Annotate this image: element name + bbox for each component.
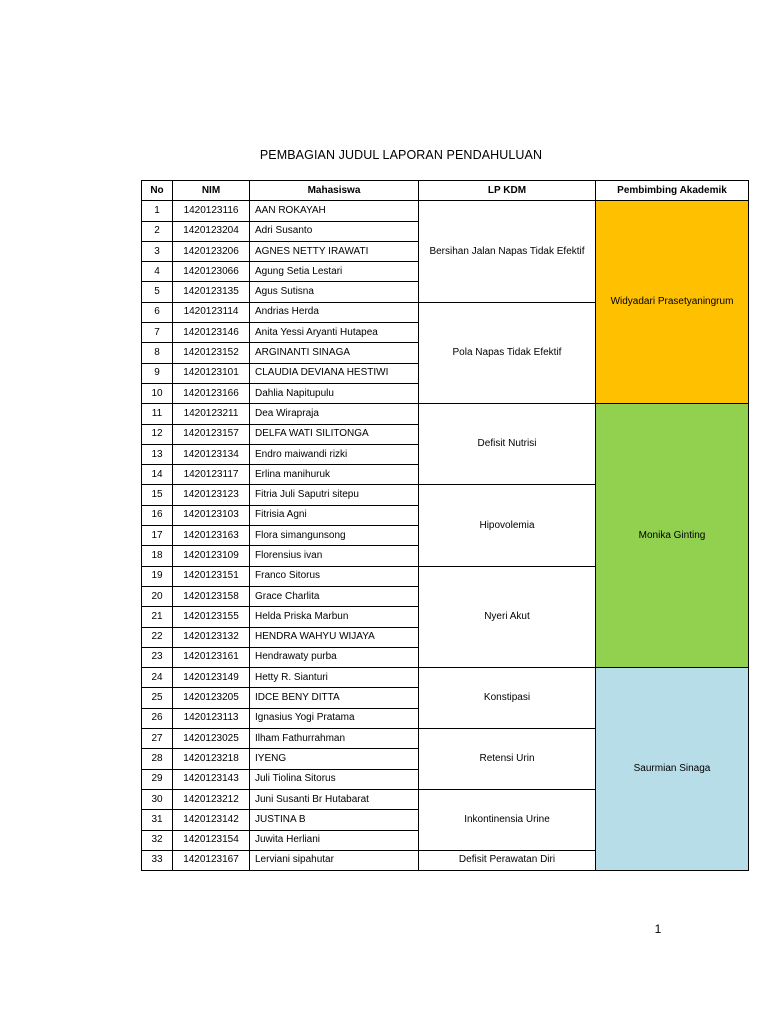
row-student-name: Lerviani sipahutar [250,850,419,870]
row-no: 20 [142,586,173,606]
row-nim: 1420123142 [173,810,250,830]
header-student: Mahasiswa [250,181,419,201]
row-nim: 1420123212 [173,789,250,809]
row-student-name: Erlina manihuruk [250,465,419,485]
row-student-name: AAN ROKAYAH [250,201,419,221]
row-student-name: Fitrisia Agni [250,505,419,525]
row-nim: 1420123149 [173,668,250,688]
row-nim: 1420123205 [173,688,250,708]
row-no: 17 [142,526,173,546]
topic-cell: Konstipasi [419,668,596,729]
row-no: 3 [142,241,173,261]
header-topic: LP KDM [419,181,596,201]
row-student-name: Ilham Fathurrahman [250,729,419,749]
header-nim: NIM [173,181,250,201]
row-nim: 1420123154 [173,830,250,850]
row-nim: 1420123152 [173,343,250,363]
row-nim: 1420123103 [173,505,250,525]
row-no: 28 [142,749,173,769]
row-no: 23 [142,647,173,667]
row-student-name: Helda Priska Marbun [250,607,419,627]
row-nim: 1420123132 [173,627,250,647]
assignment-table [141,180,749,871]
row-student-name: Juwita Herliani [250,830,419,850]
row-no: 26 [142,708,173,728]
row-nim: 1420123151 [173,566,250,586]
row-nim: 1420123113 [173,708,250,728]
page-title: PEMBAGIAN JUDUL LAPORAN PENDAHULUAN [259,148,543,162]
row-student-name: Hendrawaty purba [250,647,419,667]
row-nim: 1420123167 [173,850,250,870]
row-student-name: Fitria Juli Saputri sitepu [250,485,419,505]
row-nim: 1420123163 [173,526,250,546]
row-no: 33 [142,850,173,870]
row-student-name: Florensius ivan [250,546,419,566]
row-no: 24 [142,668,173,688]
row-no: 5 [142,282,173,302]
row-no: 25 [142,688,173,708]
row-student-name: IYENG [250,749,419,769]
row-no: 32 [142,830,173,850]
row-student-name: Andrias Herda [250,302,419,322]
row-nim: 1420123025 [173,729,250,749]
row-no: 6 [142,302,173,322]
row-nim: 1420123101 [173,363,250,383]
row-no: 12 [142,424,173,444]
row-student-name: JUSTINA B [250,810,419,830]
page-number: 1 [654,922,662,936]
row-no: 31 [142,810,173,830]
table-row [142,201,749,221]
advisor-cell: Widyadari Prasetyaningrum [596,201,749,404]
row-nim: 1420123134 [173,444,250,464]
topic-cell: Defisit Nutrisi [419,404,596,485]
row-no: 19 [142,566,173,586]
row-nim: 1420123109 [173,546,250,566]
row-nim: 1420123158 [173,586,250,606]
row-nim: 1420123135 [173,282,250,302]
row-student-name: AGNES NETTY IRAWATI [250,241,419,261]
row-nim: 1420123161 [173,647,250,667]
topic-cell: Defisit Perawatan Diri [419,850,596,870]
topic-cell: Pola Napas Tidak Efektif [419,302,596,403]
row-no: 29 [142,769,173,789]
row-no: 13 [142,444,173,464]
row-no: 16 [142,505,173,525]
row-no: 18 [142,546,173,566]
advisor-cell: Saurmian Sinaga [596,668,749,871]
row-no: 21 [142,607,173,627]
row-no: 15 [142,485,173,505]
row-nim: 1420123116 [173,201,250,221]
row-no: 14 [142,465,173,485]
row-no: 11 [142,404,173,424]
row-student-name: Hetty R. Sianturi [250,668,419,688]
row-nim: 1420123206 [173,241,250,261]
row-student-name: Franco Sitorus [250,566,419,586]
row-no: 22 [142,627,173,647]
row-nim: 1420123204 [173,221,250,241]
row-no: 4 [142,262,173,282]
row-student-name: Dea Wirapraja [250,404,419,424]
row-nim: 1420123117 [173,465,250,485]
row-nim: 1420123211 [173,404,250,424]
row-student-name: Juni Susanti Br Hutabarat [250,789,419,809]
table-row [142,668,749,688]
row-student-name: Grace Charlita [250,586,419,606]
row-student-name: Agus Sutisna [250,282,419,302]
row-nim: 1420123218 [173,749,250,769]
row-nim: 1420123146 [173,323,250,343]
row-student-name: DELFA WATI SILITONGA [250,424,419,444]
row-student-name: Adri Susanto [250,221,419,241]
row-no: 2 [142,221,173,241]
topic-cell: Hipovolemia [419,485,596,566]
row-nim: 1420123114 [173,302,250,322]
row-nim: 1420123066 [173,262,250,282]
row-nim: 1420123155 [173,607,250,627]
header-advisor: Pembimbing Akademik [596,181,749,201]
row-no: 1 [142,201,173,221]
row-student-name: CLAUDIA DEVIANA HESTIWI [250,363,419,383]
topic-cell: Bersihan Jalan Napas Tidak Efektif [419,201,596,302]
row-student-name: Juli Tiolina Sitorus [250,769,419,789]
row-student-name: HENDRA WAHYU WIJAYA [250,627,419,647]
row-no: 30 [142,789,173,809]
topic-cell: Nyeri Akut [419,566,596,667]
row-student-name: IDCE BENY DITTA [250,688,419,708]
row-no: 8 [142,343,173,363]
header-no: No [142,181,173,201]
topic-cell: Retensi Urin [419,729,596,790]
row-no: 10 [142,383,173,403]
row-no: 7 [142,323,173,343]
row-student-name: Dahlia Napitupulu [250,383,419,403]
row-nim: 1420123157 [173,424,250,444]
advisor-cell: Monika Ginting [596,404,749,668]
row-student-name: Agung Setia Lestari [250,262,419,282]
table-row [142,404,749,424]
row-student-name: Endro maiwandi rizki [250,444,419,464]
row-no: 27 [142,729,173,749]
row-nim: 1420123123 [173,485,250,505]
row-nim: 1420123143 [173,769,250,789]
table-header-row [142,181,749,201]
topic-cell: Inkontinensia Urine [419,789,596,850]
row-student-name: Flora simangunsong [250,526,419,546]
row-student-name: Anita Yessi Aryanti Hutapea [250,323,419,343]
row-nim: 1420123166 [173,383,250,403]
row-student-name: ARGINANTI SINAGA [250,343,419,363]
row-no: 9 [142,363,173,383]
row-student-name: Ignasius Yogi Pratama [250,708,419,728]
